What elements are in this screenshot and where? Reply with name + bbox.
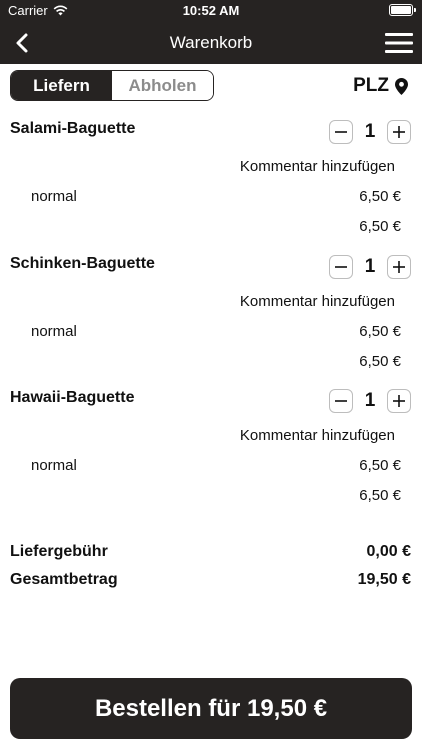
minus-icon bbox=[335, 395, 347, 407]
carrier-label: Carrier bbox=[8, 3, 48, 18]
increase-quantity-button[interactable] bbox=[387, 120, 411, 144]
clock: 10:52 AM bbox=[182, 3, 240, 18]
cart-item bbox=[0, 120, 422, 254]
status-bar bbox=[0, 0, 422, 22]
item-name: Salami-Baguette bbox=[10, 120, 136, 137]
item-variant: normal bbox=[31, 457, 77, 474]
decrease-quantity-button[interactable] bbox=[329, 120, 353, 144]
plz-button[interactable] bbox=[353, 75, 408, 97]
location-pin-icon bbox=[395, 78, 408, 95]
decrease-quantity-button[interactable] bbox=[329, 255, 353, 279]
item-variant: normal bbox=[31, 188, 77, 205]
plus-icon bbox=[393, 261, 405, 273]
variant-price: 6,50 € bbox=[359, 323, 401, 340]
navigation-bar bbox=[0, 22, 422, 64]
quantity-value: 1 bbox=[364, 121, 376, 142]
minus-icon bbox=[335, 261, 347, 273]
quantity-stepper bbox=[329, 120, 411, 144]
variant-price: 6,50 € bbox=[359, 188, 401, 205]
plus-icon bbox=[393, 395, 405, 407]
hamburger-menu-icon[interactable] bbox=[385, 33, 413, 53]
minus-icon bbox=[335, 126, 347, 138]
plz-label: PLZ bbox=[353, 75, 389, 96]
total-row bbox=[10, 571, 411, 589]
delivery-mode-toggle bbox=[10, 70, 214, 101]
item-total: 6,50 € bbox=[359, 353, 401, 370]
plus-icon bbox=[393, 126, 405, 138]
battery-icon bbox=[389, 4, 413, 16]
decrease-quantity-button[interactable] bbox=[329, 389, 353, 413]
add-comment-link[interactable]: Kommentar hinzufügen bbox=[239, 427, 395, 444]
quantity-value: 1 bbox=[364, 256, 376, 277]
order-button[interactable]: Bestellen für 19,50 € bbox=[10, 678, 412, 739]
total-label: Gesamtbetrag bbox=[10, 571, 118, 588]
total-value: 19,50 € bbox=[357, 571, 411, 588]
quantity-stepper bbox=[329, 255, 411, 279]
tab-abholen[interactable]: Abholen bbox=[112, 71, 213, 100]
cart-item bbox=[0, 255, 422, 389]
tab-liefern[interactable]: Liefern bbox=[11, 71, 112, 100]
increase-quantity-button[interactable] bbox=[387, 389, 411, 413]
add-comment-link[interactable]: Kommentar hinzufügen bbox=[239, 293, 395, 310]
delivery-fee-label: Liefergebühr bbox=[10, 543, 108, 560]
delivery-fee-value: 0,00 € bbox=[366, 543, 411, 560]
variant-price: 6,50 € bbox=[359, 457, 401, 474]
cart-item bbox=[0, 389, 422, 523]
quantity-value: 1 bbox=[364, 390, 376, 411]
page-title: Warenkorb bbox=[169, 33, 253, 52]
add-comment-link[interactable]: Kommentar hinzufügen bbox=[239, 158, 395, 175]
item-total: 6,50 € bbox=[359, 218, 401, 235]
quantity-stepper bbox=[329, 389, 411, 413]
item-total: 6,50 € bbox=[359, 487, 401, 504]
item-name: Schinken-Baguette bbox=[10, 255, 155, 272]
delivery-fee-row bbox=[10, 543, 411, 561]
item-variant: normal bbox=[31, 323, 77, 340]
increase-quantity-button[interactable] bbox=[387, 255, 411, 279]
item-name: Hawaii-Baguette bbox=[10, 389, 135, 406]
